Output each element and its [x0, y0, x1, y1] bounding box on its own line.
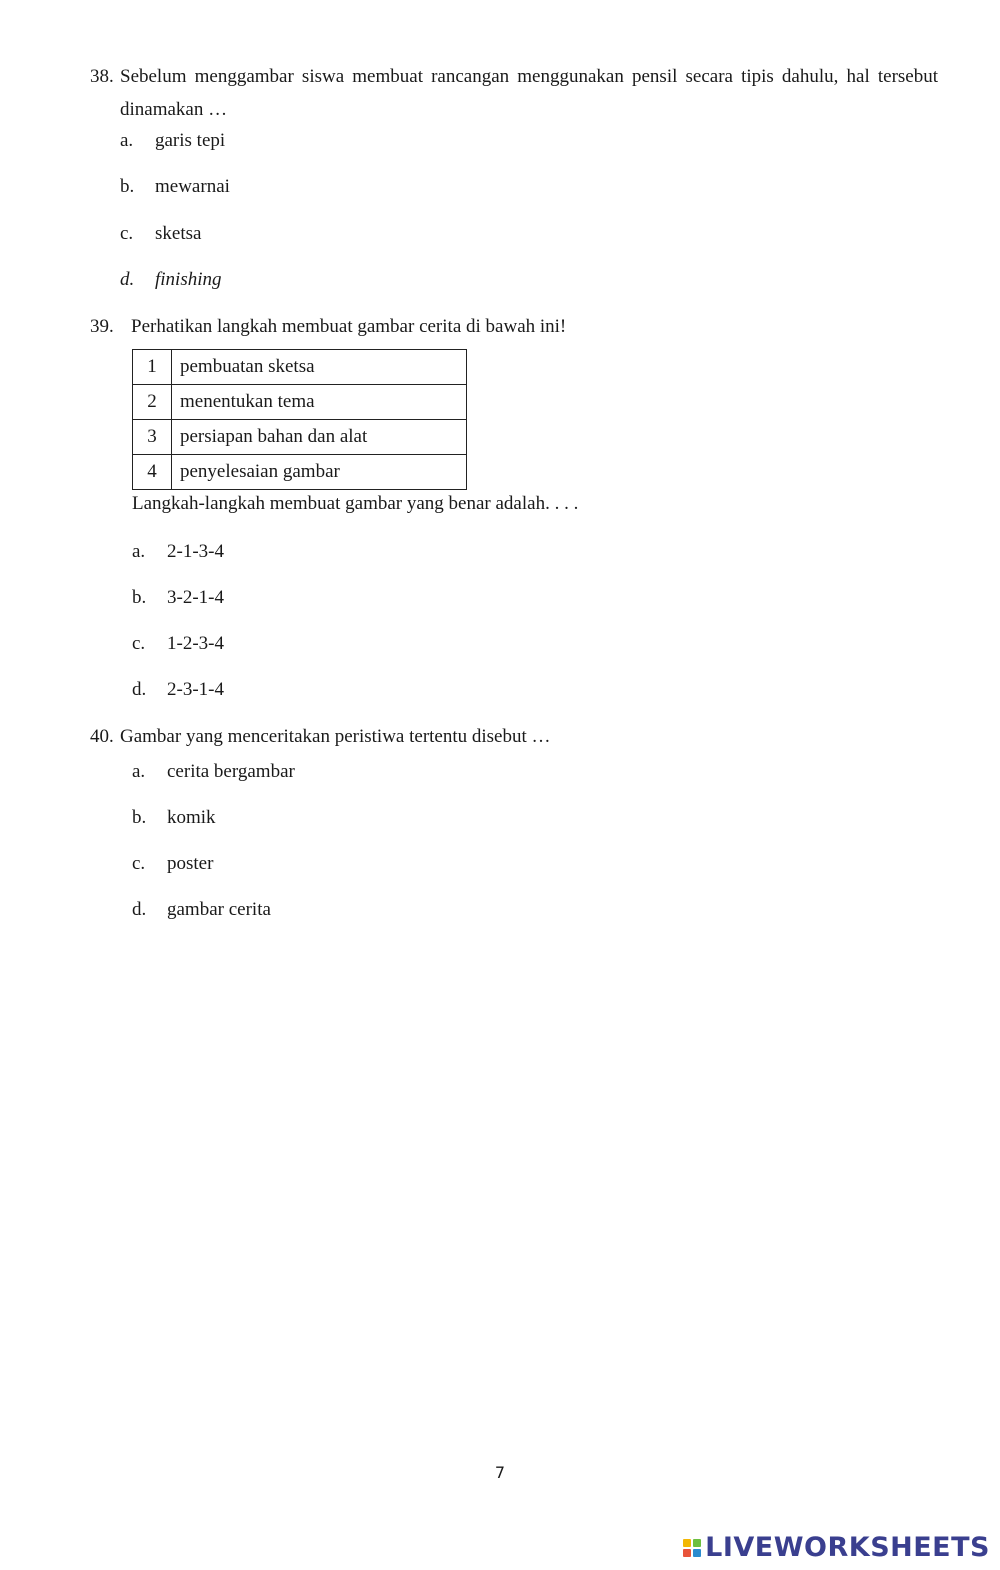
q38-option-c-text: sketsa: [155, 223, 202, 244]
q40-option-a-text: cerita bergambar: [167, 761, 295, 782]
steps-table: [132, 349, 467, 490]
table-row: [133, 385, 467, 420]
q38-option-b-text: mewarnai: [155, 176, 230, 197]
q39-option-a-text: 2-1-3-4: [167, 541, 224, 562]
step-text: menentukan tema: [172, 385, 467, 420]
q39-option-d-text: 2-3-1-4: [167, 679, 224, 700]
q39-option-c-letter: c.: [132, 633, 146, 654]
q39-option-d-letter: d.: [132, 679, 147, 700]
question-40-number: 40.: [90, 726, 114, 747]
logo-square-icon: [683, 1539, 691, 1547]
q40-option-a-letter: a.: [132, 761, 146, 782]
question-39-number: 39.: [90, 316, 114, 337]
q40-option-c-letter: c.: [132, 853, 146, 874]
table-row: [133, 420, 467, 455]
brand-name: LIVEWORKSHEETS: [705, 1532, 990, 1563]
step-text: pembuatan sketsa: [172, 350, 467, 385]
question-40-text: Gambar yang menceritakan peristiwa tertentu disebut …: [120, 726, 551, 747]
page-number: 7: [494, 1463, 506, 1482]
step-text: persiapan bahan dan alat: [172, 420, 467, 455]
question-39-text: Perhatikan langkah membuat gambar cerita di bawah ini!: [131, 316, 567, 337]
q39-option-b-text: 3-2-1-4: [167, 587, 224, 608]
q40-option-c-text: poster: [167, 853, 214, 874]
logo-square-icon: [693, 1549, 701, 1557]
step-number: 3: [133, 420, 172, 455]
liveworksheets-brand[interactable]: [683, 1532, 990, 1563]
step-number: 4: [133, 455, 172, 490]
q38-option-a-text: garis tepi: [155, 130, 226, 151]
q39-option-c-text: 1-2-3-4: [167, 633, 224, 654]
q38-option-d-letter: d.: [120, 269, 135, 290]
q38-option-a-letter: a.: [120, 130, 134, 151]
step-text: penyelesaian gambar: [172, 455, 467, 490]
step-number: 2: [133, 385, 172, 420]
step-number: 1: [133, 350, 172, 385]
q40-option-d-letter: d.: [132, 899, 147, 920]
q38-option-c-letter: c.: [120, 223, 134, 244]
question-38-number: 38.: [90, 66, 114, 87]
logo-square-icon: [693, 1539, 701, 1547]
logo-square-icon: [683, 1549, 691, 1557]
question-39-prompt: Langkah-langkah membuat gambar yang benar adalah. . . .: [132, 493, 579, 514]
q38-option-d-text: finishing: [155, 269, 222, 290]
q39-option-b-letter: b.: [132, 587, 147, 608]
q39-option-a-letter: a.: [132, 541, 146, 562]
q38-option-b-letter: b.: [120, 176, 135, 197]
q40-option-b-text: komik: [167, 807, 216, 828]
question-38-text: Sebelum menggambar siswa membuat rancangan menggunakan pensil secara tipis dahulu, hal tersebut dinamakan …: [120, 66, 938, 120]
q40-option-d-text: gambar cerita: [167, 899, 271, 920]
q40-option-b-letter: b.: [132, 807, 147, 828]
table-row: [133, 455, 467, 490]
table-row: [133, 350, 467, 385]
liveworksheets-logo-icon: [683, 1539, 701, 1557]
